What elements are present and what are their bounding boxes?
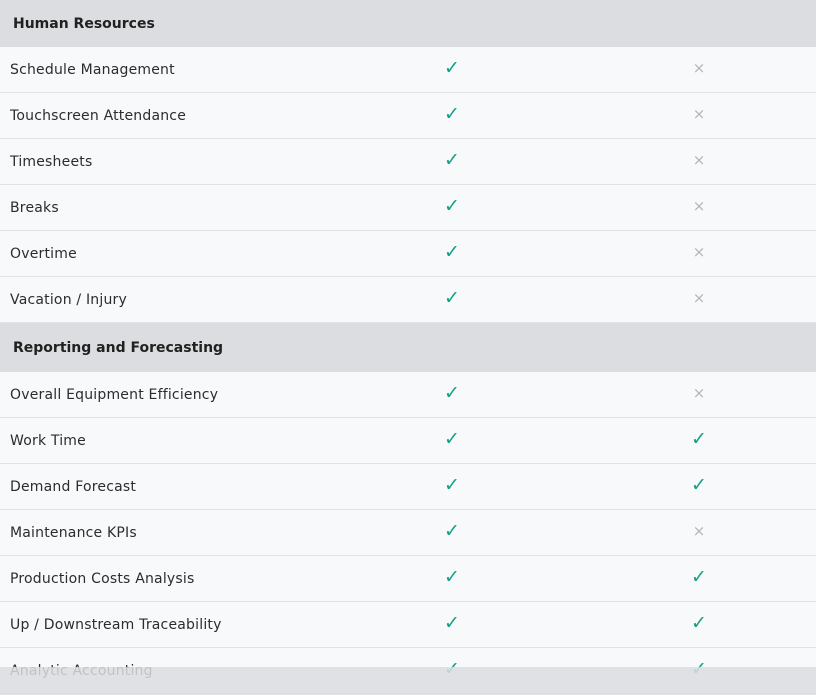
section-title: Human Resources: [13, 15, 155, 32]
table-row: [0, 602, 816, 648]
feature-label: Up / Downstream Traceability: [10, 617, 222, 633]
table-row: [0, 556, 816, 602]
cross-icon: ×: [692, 243, 706, 261]
feature-label: Overtime: [10, 246, 77, 262]
table-row: [0, 231, 816, 277]
next-section-header-partial: [0, 667, 816, 695]
check-icon: ✓: [444, 103, 460, 125]
feature-label: Timesheets: [10, 154, 93, 170]
feature-label: Touchscreen Attendance: [10, 108, 187, 124]
table-row: [0, 372, 816, 418]
feature-label: Schedule Management: [10, 62, 175, 78]
cross-icon: ×: [692, 289, 706, 307]
feature-label: Work Time: [10, 433, 86, 449]
check-icon: ✓: [444, 566, 460, 588]
check-icon: ✓: [444, 612, 460, 634]
feature-label: Production Costs Analysis: [10, 571, 195, 587]
check-icon: ✓: [444, 57, 460, 79]
table-row: [0, 185, 816, 231]
feature-label: Overall Equipment Efficiency: [10, 387, 219, 403]
cross-icon: ×: [692, 522, 706, 540]
feature-label: Breaks: [10, 200, 59, 216]
table-row: [0, 139, 816, 185]
check-icon: ✓: [444, 149, 460, 171]
check-icon: ✓: [444, 195, 460, 217]
table-row: [0, 464, 816, 510]
cross-icon: ×: [692, 59, 706, 77]
check-icon: ✓: [444, 520, 460, 542]
table-row: [0, 510, 816, 556]
check-icon: ✓: [691, 612, 707, 634]
check-icon: ✓: [691, 566, 707, 588]
feature-label: Vacation / Injury: [10, 292, 127, 308]
table-row: [0, 277, 816, 323]
section-title: Reporting and Forecasting: [13, 339, 224, 356]
check-icon: ✓: [444, 241, 460, 263]
cross-icon: ×: [692, 384, 706, 402]
table-row: [0, 47, 816, 93]
feature-label: Maintenance KPIs: [10, 525, 137, 541]
check-icon: ✓: [691, 474, 707, 496]
section-header-human-resources: [0, 0, 816, 47]
section-header-reporting-forecasting: [0, 323, 816, 372]
feature-label: Demand Forecast: [10, 479, 137, 495]
cross-icon: ×: [692, 105, 706, 123]
check-icon: ✓: [444, 287, 460, 309]
table-row: [0, 418, 816, 464]
check-icon: ✓: [444, 474, 460, 496]
check-icon: ✓: [691, 428, 707, 450]
check-icon: ✓: [444, 382, 460, 404]
check-icon: ✓: [444, 428, 460, 450]
cross-icon: ×: [692, 151, 706, 169]
cross-icon: ×: [692, 197, 706, 215]
table-row: [0, 93, 816, 139]
